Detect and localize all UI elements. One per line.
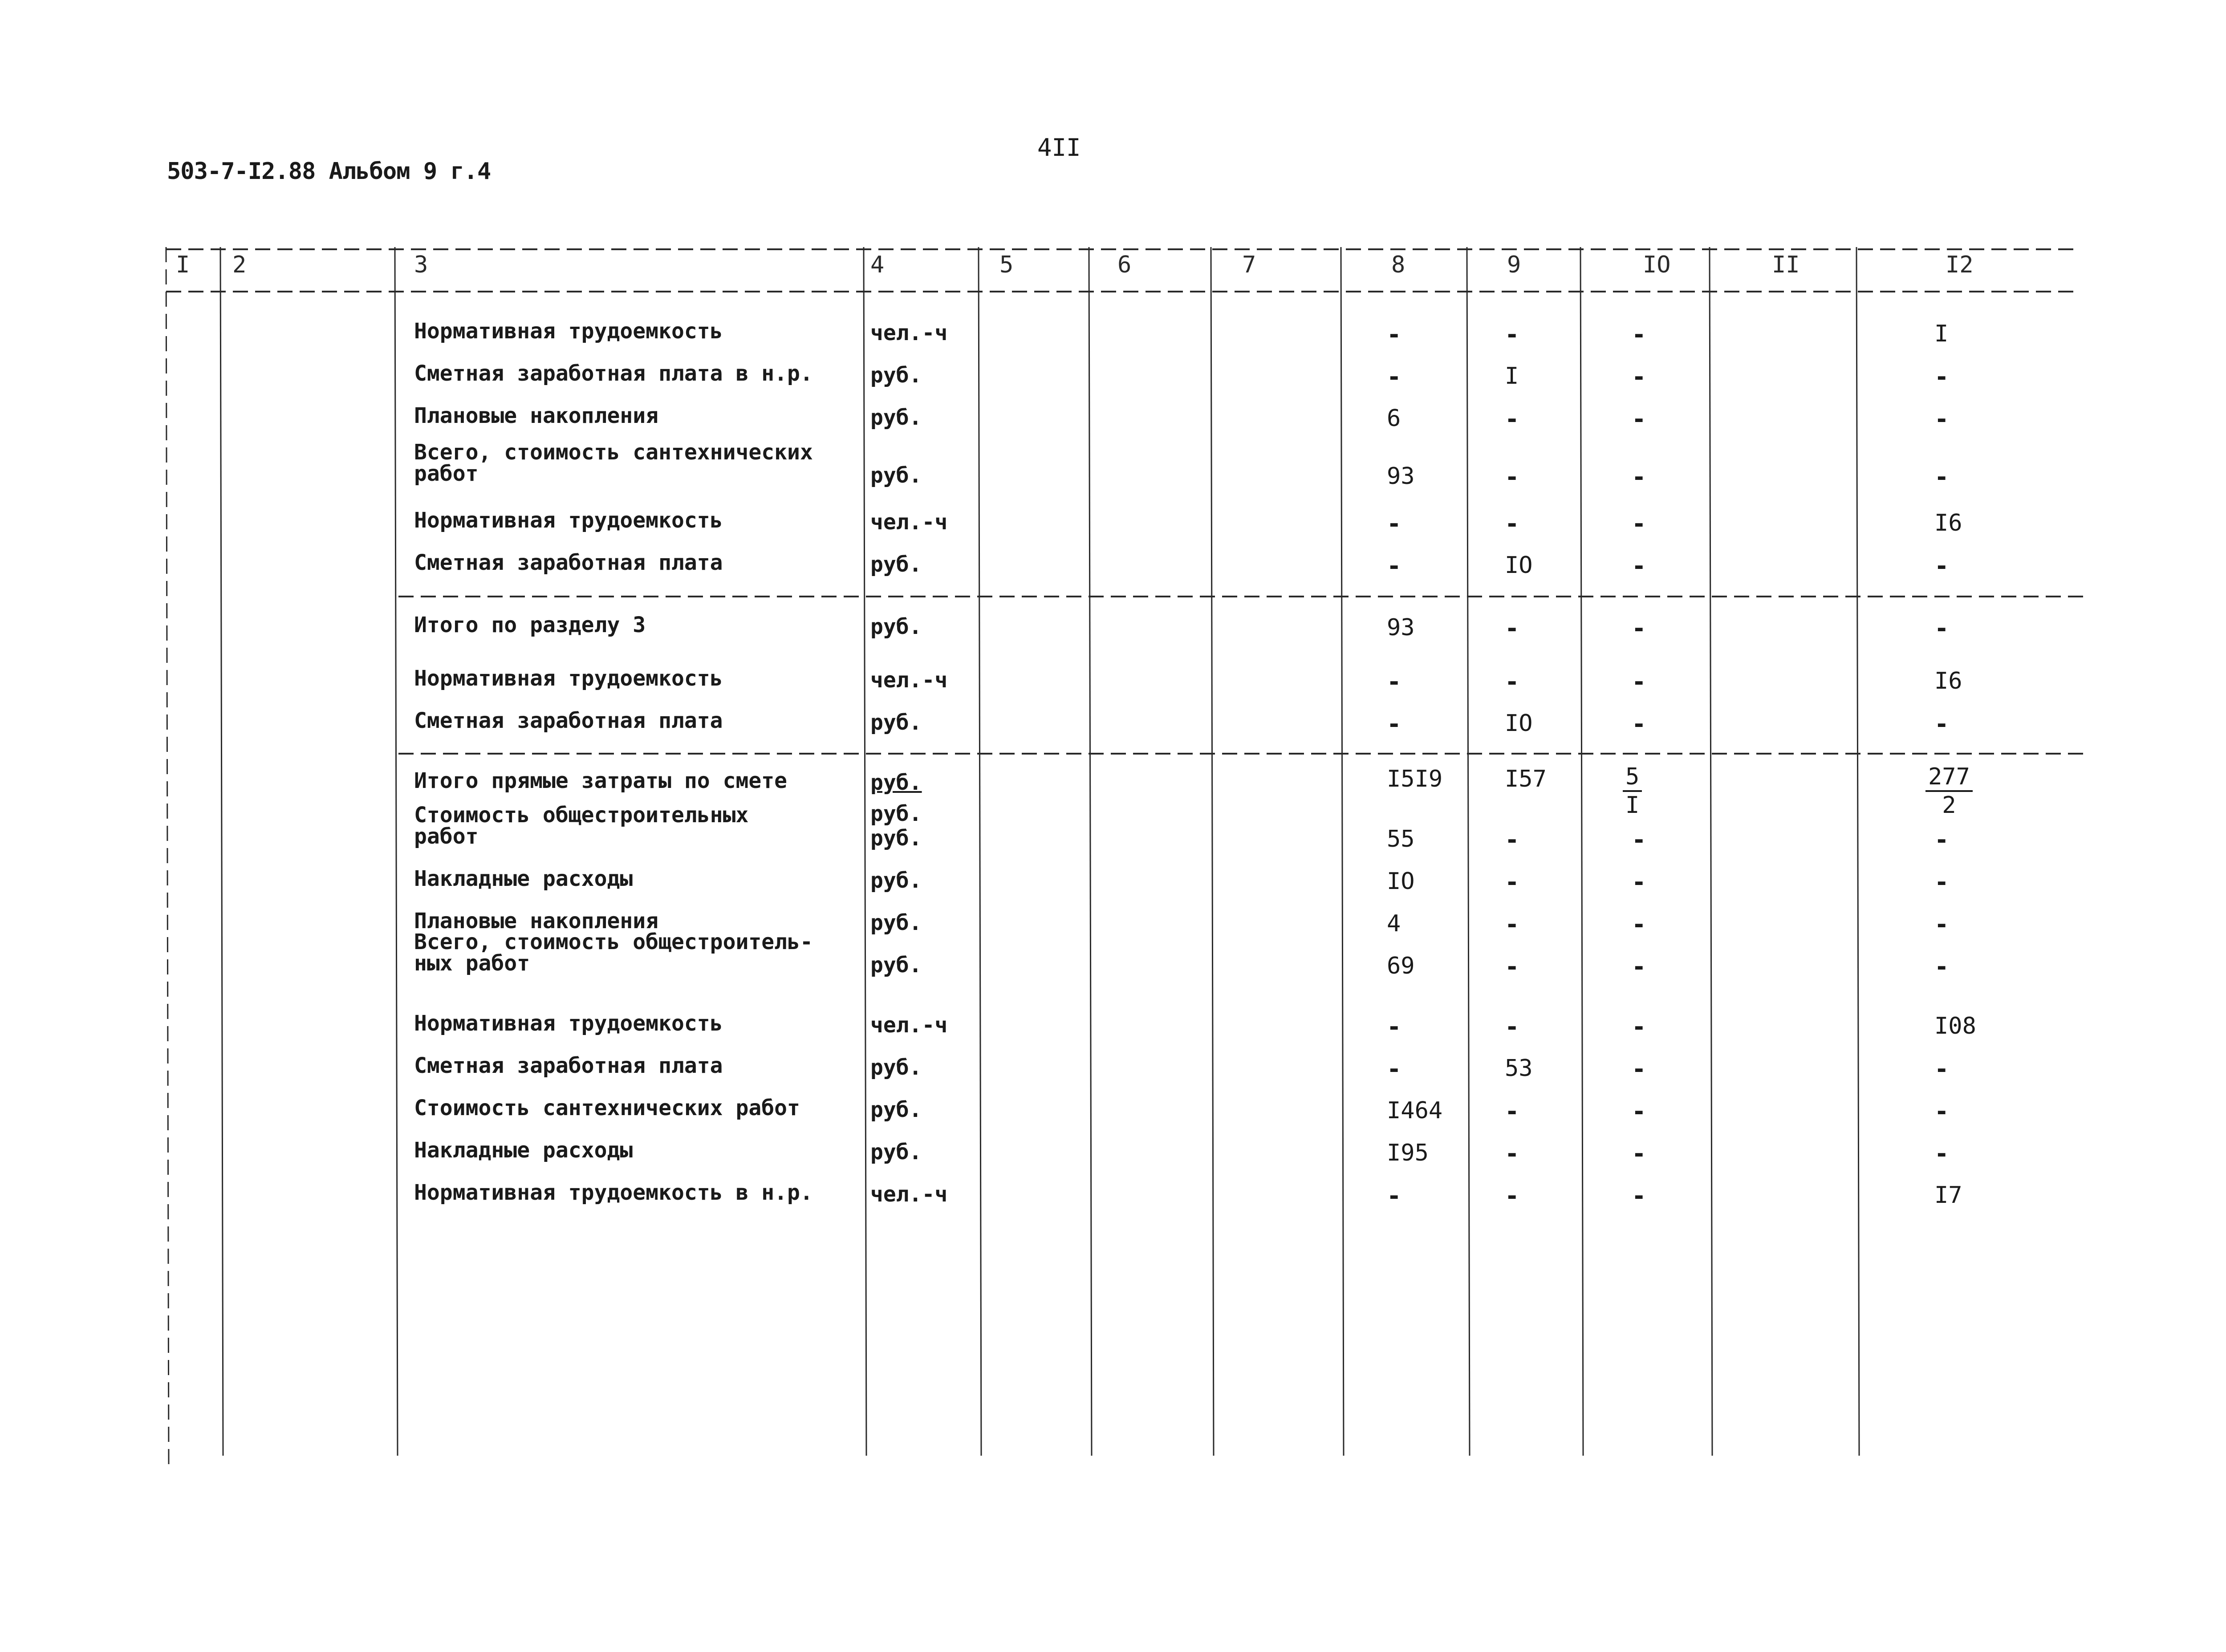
column-header: IO (1643, 252, 1671, 278)
row-label: Стоимость общестроительных работ (414, 803, 749, 849)
row-label: Итого по разделу 3 (414, 613, 646, 637)
cell-col-8: IO (1387, 868, 1415, 895)
cell-col-12: I6 (1934, 668, 1962, 694)
column-header: I (176, 252, 190, 278)
cell-col-9: - (1505, 910, 1519, 938)
column-header: 3 (414, 252, 428, 278)
column-border (1580, 247, 1583, 1456)
cell-col-8: - (1387, 668, 1401, 696)
column-border (1211, 247, 1214, 1456)
cell-col-8: - (1387, 1055, 1401, 1083)
cell-col-10: - (1632, 510, 1646, 538)
column-header: 2 (232, 252, 247, 278)
cell-col-9: - (1505, 321, 1519, 349)
column-header: 9 (1507, 252, 1521, 278)
cell-col-9: IO (1505, 710, 1533, 737)
column-header: 5 (999, 252, 1014, 278)
cell-col-9: - (1505, 1013, 1519, 1041)
cell-col-10: - (1632, 953, 1646, 981)
column-border (979, 247, 981, 1456)
cell-col-9: I (1505, 363, 1519, 390)
cell-col-9: - (1505, 1140, 1519, 1168)
row-label: Накладные расходы (414, 866, 633, 891)
cell-col-10: - (1632, 552, 1646, 580)
column-border (864, 247, 866, 1456)
cell-col-8: - (1387, 1013, 1401, 1041)
column-border (220, 247, 223, 1456)
cell-col-12: - (1934, 463, 1949, 491)
cell-col-12: I (1934, 321, 1949, 347)
row-unit: руб. (870, 405, 922, 430)
row-unit: руб. (870, 910, 922, 935)
cell-col-8: 4 (1387, 910, 1401, 937)
cell-col-10: - (1632, 463, 1646, 491)
total-col-10-fraction-numerator: 5 (1623, 763, 1642, 792)
row-label: Нормативная трудоемкость (414, 666, 723, 691)
cell-col-12: - (1934, 1140, 1949, 1168)
row-label: Всего, стоимость сантехнических работ (414, 440, 813, 486)
cell-col-9: - (1505, 1097, 1519, 1125)
row-unit: руб. (870, 363, 922, 388)
total-col-12-fraction (1925, 763, 1973, 819)
row-label: Сметная заработная плата в н.р. (414, 361, 813, 386)
column-border (166, 247, 169, 1469)
row-unit: чел.-ч (870, 668, 948, 693)
cell-col-8: 6 (1387, 405, 1401, 432)
cell-col-10: - (1632, 321, 1646, 349)
cell-col-8: 69 (1387, 953, 1415, 979)
column-header: 4 (870, 252, 885, 278)
column-border (395, 247, 398, 1456)
total-unit-bottom: руб. (870, 801, 922, 826)
document-code: 503-7-I2.88 Альбом 9 г.4 (167, 158, 491, 185)
cell-col-9: - (1505, 614, 1519, 642)
cell-col-12: I08 (1934, 1013, 1976, 1039)
column-border (1710, 247, 1712, 1456)
row-unit: руб. (870, 1055, 922, 1080)
cell-col-10: - (1632, 1055, 1646, 1083)
row-unit: руб. (870, 552, 922, 577)
row-label: Плановые накопления (414, 909, 659, 934)
column-header: 8 (1391, 252, 1405, 278)
cell-col-12: - (1934, 552, 1949, 580)
total-col-12-fraction-numerator: 277 (1925, 763, 1973, 792)
column-border (1341, 247, 1344, 1456)
cell-col-9: - (1505, 668, 1519, 696)
cell-col-9: - (1505, 405, 1519, 433)
row-unit: руб. (870, 614, 922, 639)
cell-col-8: I95 (1387, 1140, 1429, 1166)
row-unit: руб. (870, 710, 922, 735)
cell-col-10: - (1632, 826, 1646, 854)
row-label: Нормативная трудоемкость в н.р. (414, 1180, 813, 1205)
row-unit: руб. (870, 1097, 922, 1122)
column-border (1467, 247, 1470, 1456)
cell-col-12: - (1934, 826, 1949, 854)
cell-col-12: - (1934, 1055, 1949, 1083)
cell-col-12: - (1934, 868, 1949, 896)
cell-col-9: - (1505, 463, 1519, 491)
cell-col-12: - (1934, 710, 1949, 738)
total-col-10-fraction (1623, 763, 1642, 819)
total-label: Итого прямые затраты по смете (414, 768, 788, 793)
cell-col-12: - (1934, 614, 1949, 642)
cell-col-10: - (1632, 1013, 1646, 1041)
row-unit: чел.-ч (870, 1182, 948, 1207)
cell-col-9: IO (1505, 552, 1533, 579)
row-label: Накладные расходы (414, 1138, 633, 1163)
row-unit: чел.-ч (870, 321, 948, 345)
column-header: 7 (1242, 252, 1256, 278)
cell-col-9: - (1505, 953, 1519, 981)
cell-col-10: - (1632, 1182, 1646, 1210)
cell-col-9: - (1505, 826, 1519, 854)
row-unit: руб. (870, 463, 922, 488)
cell-col-10: - (1632, 405, 1646, 433)
cell-col-10: - (1632, 710, 1646, 738)
row-label: Сметная заработная плата (414, 708, 723, 733)
cell-col-8: - (1387, 552, 1401, 580)
cell-col-9: 53 (1505, 1055, 1533, 1082)
cell-col-10: - (1632, 1097, 1646, 1125)
cell-col-12: - (1934, 405, 1949, 433)
row-label: Стоимость сантехнических работ (414, 1096, 800, 1120)
cell-col-10: - (1632, 868, 1646, 896)
cell-col-8: - (1387, 321, 1401, 349)
cell-col-8: I464 (1387, 1097, 1443, 1124)
column-border (1089, 247, 1092, 1456)
row-label: Сметная заработная плата (414, 550, 723, 575)
cell-col-12: - (1934, 363, 1949, 391)
row-unit: руб. (870, 1140, 922, 1165)
cell-col-9: - (1505, 1182, 1519, 1210)
row-unit: руб. (870, 826, 922, 851)
cell-col-12: - (1934, 910, 1949, 938)
total-col-8: I5I9 (1387, 766, 1443, 792)
cell-col-10: - (1632, 363, 1646, 391)
column-border (1856, 247, 1859, 1456)
cell-col-12: I7 (1934, 1182, 1962, 1209)
total-col-10-fraction-denominator: I (1625, 792, 1640, 819)
page-number: 4II (1037, 134, 1081, 162)
row-label: Сметная заработная плата (414, 1053, 723, 1078)
cell-col-8: - (1387, 363, 1401, 391)
row-label: Нормативная трудоемкость (414, 1011, 723, 1036)
cell-col-12: I6 (1934, 510, 1962, 536)
column-header: II (1772, 252, 1800, 278)
cell-col-12: - (1934, 953, 1949, 981)
cell-col-10: - (1632, 668, 1646, 696)
cell-col-12: - (1934, 1097, 1949, 1125)
row-unit: руб. (870, 868, 922, 893)
column-header: 6 (1117, 252, 1132, 278)
row-label: Нормативная трудоемкость (414, 319, 723, 344)
cell-col-10: - (1632, 1140, 1646, 1168)
cell-col-8: 93 (1387, 463, 1415, 490)
row-label: Плановые накопления (414, 403, 659, 428)
cell-col-10: - (1632, 910, 1646, 938)
column-header: I2 (1946, 252, 1974, 278)
row-label: Всего, стоимость общестроитель- ных работ (414, 930, 813, 976)
row-label: Нормативная трудоемкость (414, 508, 723, 533)
cell-col-10: - (1632, 614, 1646, 642)
row-unit: чел.-ч (870, 1013, 948, 1038)
cell-col-9: - (1505, 868, 1519, 896)
cell-col-8: 93 (1387, 614, 1415, 641)
cell-col-9: - (1505, 510, 1519, 538)
cell-col-8: 55 (1387, 826, 1415, 852)
cell-col-8: - (1387, 510, 1401, 538)
row-unit: чел.-ч (870, 510, 948, 535)
total-col-9: I57 (1505, 766, 1547, 792)
row-unit: руб. (870, 953, 922, 978)
cell-col-8: - (1387, 710, 1401, 738)
total-col-12-fraction-denominator: 2 (1942, 792, 1956, 819)
total-unit-top: руб. (870, 770, 922, 795)
cell-col-8: - (1387, 1182, 1401, 1210)
